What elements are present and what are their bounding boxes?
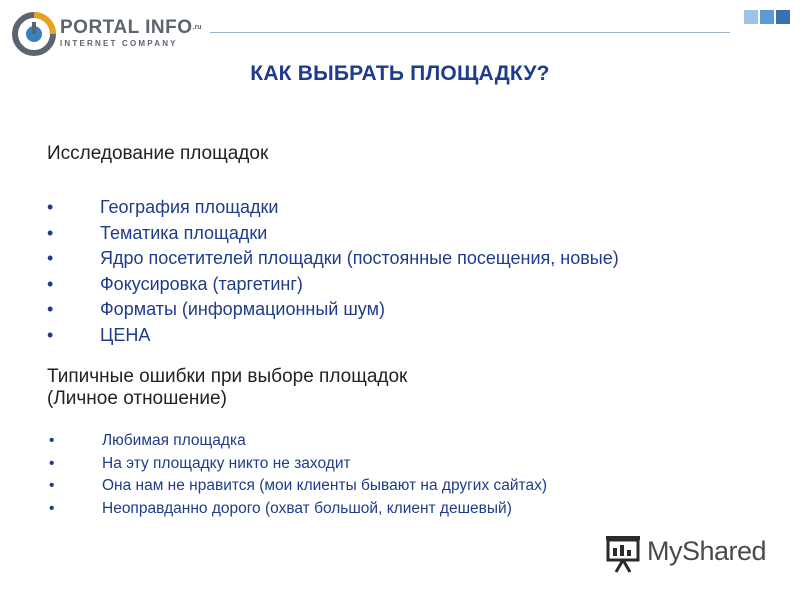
logo-text (60, 18, 210, 49)
bullet: • (47, 299, 54, 320)
list-item-text: Фокусировка (таргетинг) (100, 273, 303, 294)
list-item (47, 246, 619, 272)
list-item (47, 195, 619, 221)
bullet: • (49, 432, 55, 449)
bullet: • (47, 324, 54, 345)
bullet: • (47, 222, 54, 243)
list-item (47, 453, 547, 476)
myshared-watermark (605, 534, 765, 574)
list-item (47, 498, 547, 521)
list-item (47, 221, 619, 247)
list-item (47, 272, 619, 298)
list-item-text: Ядро посетителей площадки (постоянные посещения, новые) (100, 248, 619, 269)
logo-name: PORTAL $INFO^{.ru}$ (60, 17, 202, 38)
list-item-text: Любимая площадка (102, 432, 246, 449)
errors-heading-line2: (Личное отношение) (47, 388, 227, 409)
decor-square-mid (760, 10, 774, 24)
bullet: • (47, 248, 54, 269)
list-item (47, 297, 619, 323)
logo-subtitle: INTERNET COMPANY (60, 39, 178, 48)
research-factors-list (47, 195, 619, 349)
list-item (47, 430, 547, 453)
slide-title: КАК ВЫБРАТЬ ПЛОЩАДКУ? (250, 62, 550, 85)
presentation-board-icon (605, 534, 641, 574)
company-logo (12, 12, 212, 58)
decor-square-dark (776, 10, 790, 24)
bullet: • (47, 197, 54, 217)
bullet: • (49, 454, 55, 472)
bullet: • (47, 273, 54, 294)
bullet: • (49, 477, 55, 495)
errors-list (47, 430, 547, 521)
list-item-text: География площадки (100, 197, 279, 217)
list-item-text: Тематика площадки (100, 222, 268, 243)
bullet: • (49, 500, 55, 518)
portal-info-logo-icon (12, 12, 56, 56)
header-divider (210, 32, 730, 33)
list-item-text: Неоправданно дорого (охват большой, клиент дешевый) (102, 500, 512, 518)
list-item (47, 475, 547, 498)
errors-heading (47, 366, 407, 410)
decor-square-light (744, 10, 758, 24)
list-item-text: Форматы (информационный шум) (100, 299, 385, 320)
list-item-text: На эту площадку никто не заходит (102, 454, 351, 472)
list-item-text: ЦЕНА (100, 324, 151, 345)
research-heading: Исследование площадок (47, 143, 269, 164)
errors-heading-line1: Типичные ошибки при выборе площадок (47, 366, 408, 387)
logo-suffix: .ru (192, 24, 202, 31)
list-item-text: Она нам не нравится (мои клиенты бывают на других сайтах) (102, 477, 547, 495)
watermark-text: MyShared (647, 536, 767, 566)
list-item (47, 323, 619, 349)
